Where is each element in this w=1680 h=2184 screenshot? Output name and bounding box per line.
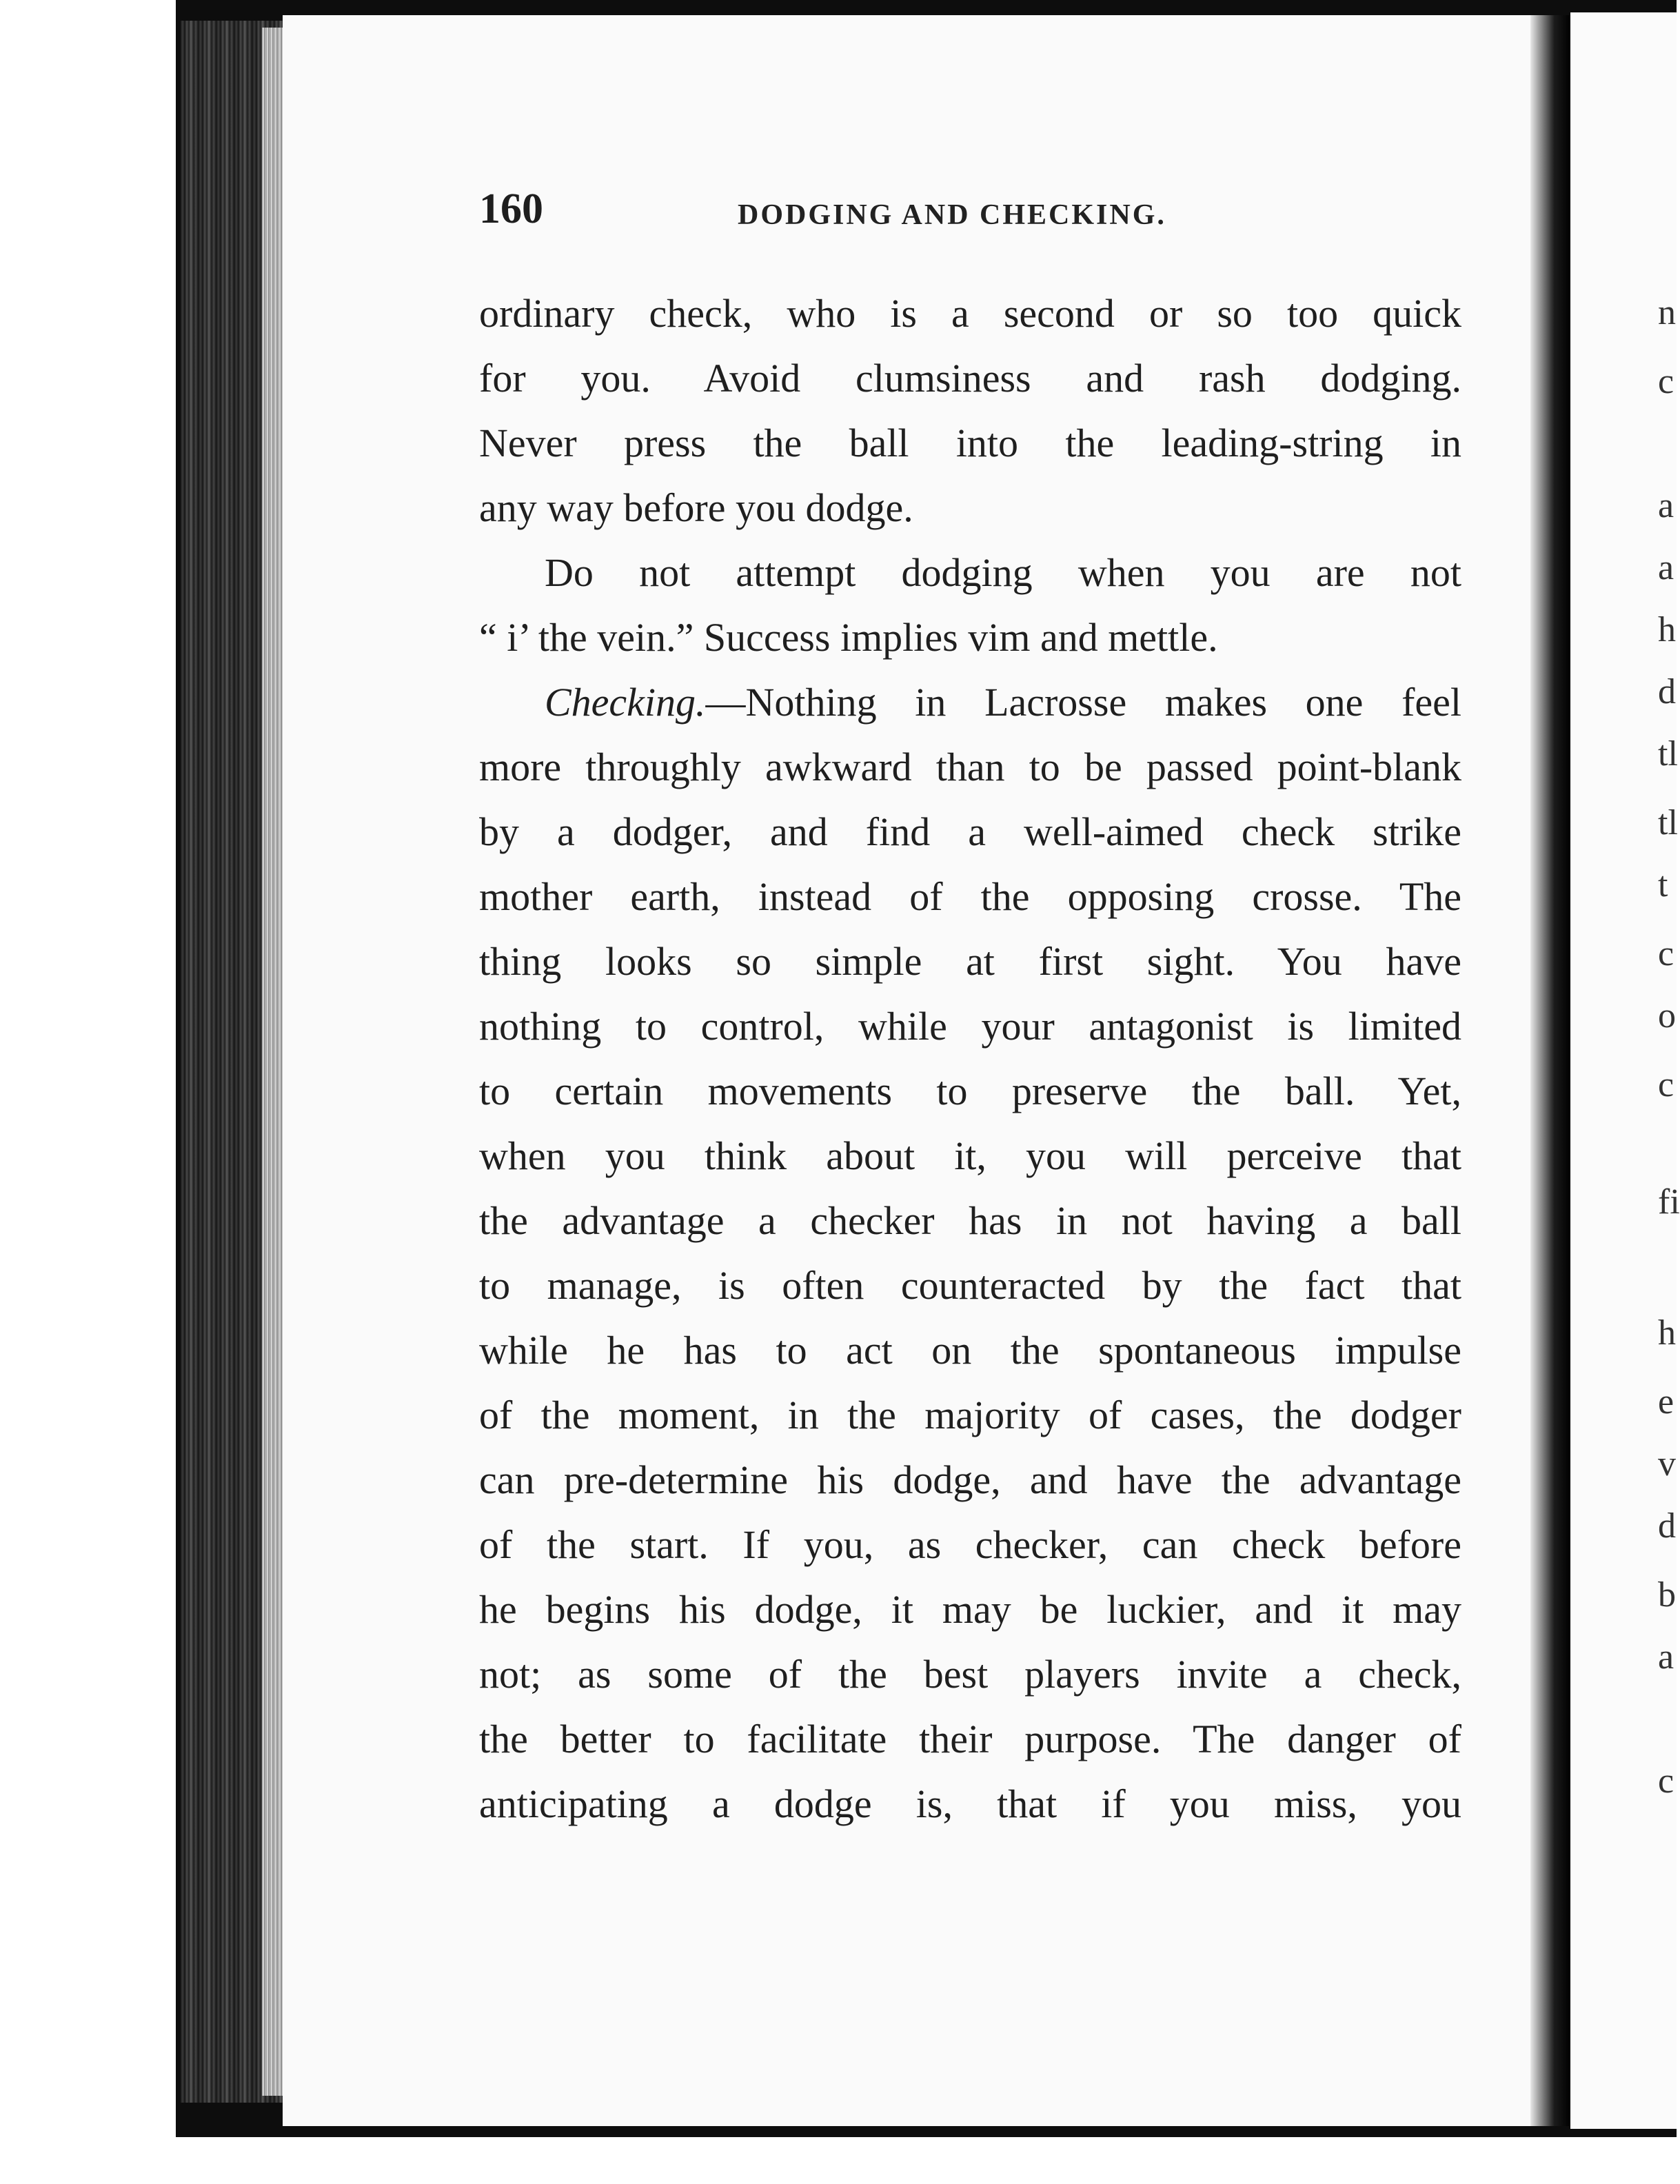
facing-page-letter: e: [1658, 1382, 1674, 1422]
text-line: by a dodger, and find a well-aimed check strike: [479, 809, 1461, 854]
facing-page-letter: c: [1658, 1065, 1674, 1104]
text-line: not; as some of the best players invite a check,: [479, 1652, 1461, 1697]
text-line: of the start. If you, as checker, can check before: [479, 1522, 1461, 1567]
text-line: more throughly awkward than to be passed point-blank: [479, 745, 1461, 789]
facing-page-letter: h: [1658, 1313, 1676, 1353]
facing-page-letter: n: [1658, 293, 1676, 332]
text-line: he begins his dodge, it may be luckier, and it may: [479, 1587, 1461, 1632]
text-line: any way before you dodge.: [479, 485, 913, 530]
facing-page-letter: a: [1658, 548, 1674, 587]
facing-page-letter: b: [1658, 1575, 1676, 1615]
text-line: —Nothing in Lacrosse makes one feel: [705, 680, 1461, 725]
text-line: anticipating a dodge is, that if you miss, you: [479, 1781, 1461, 1826]
text-line: Never press the ball into the leading-string in: [479, 421, 1461, 465]
facing-page-letter: c: [1658, 1761, 1674, 1801]
facing-page-letter: h: [1658, 610, 1676, 649]
text-line: mother earth, instead of the opposing crosse. The: [479, 874, 1461, 919]
text-line: to certain movements to preserve the ball. Yet,: [479, 1069, 1461, 1113]
page-header: [479, 185, 1458, 247]
checking-paragraph-start: [479, 670, 1461, 735]
page-number: 160: [479, 185, 543, 232]
text-line: thing looks so simple at first sight. You have: [479, 939, 1461, 984]
text-line: when you think about it, you will perceive that: [479, 1133, 1461, 1178]
text-line: the advantage a checker has in not having a ball: [479, 1198, 1461, 1243]
text-line: to manage, is often counteracted by the fact that: [479, 1263, 1461, 1308]
facing-page-letter: v: [1658, 1444, 1676, 1484]
gutter-shadow: [1530, 15, 1570, 2126]
text-line: ordinary check, who is a second or so too quick: [479, 291, 1461, 336]
facing-page-letter: c: [1658, 934, 1674, 973]
running-head: DODGING AND CHECKING.: [738, 199, 1166, 231]
facing-page-letter: a: [1658, 1637, 1674, 1677]
facing-page-letter: a: [1658, 486, 1674, 525]
facing-page-letter: d: [1658, 672, 1676, 711]
facing-page-letter: t: [1658, 865, 1668, 904]
page-edges-highlight: [262, 28, 283, 2096]
facing-page-letter: fi: [1658, 1182, 1680, 1222]
text-line: can pre-determine his dodge, and have the advantage: [479, 1457, 1461, 1502]
body-text: [479, 281, 1461, 1837]
facing-page-letter: o: [1658, 996, 1676, 1035]
facing-page-letter: tl: [1658, 734, 1678, 774]
text-line: the better to facilitate their purpose. The danger of: [479, 1717, 1461, 1761]
checking-heading: Checking.: [545, 680, 706, 725]
text-line: “ i’ the vein.” Success implies vim and mettle.: [479, 615, 1218, 660]
facing-page-letter: d: [1658, 1506, 1676, 1546]
text-line: while he has to act on the spontaneous impulse: [479, 1328, 1461, 1373]
facing-page-letter: c: [1658, 362, 1674, 401]
text-line: Do not attempt dodging when you are not: [545, 550, 1461, 595]
facing-page-letter: tl: [1658, 803, 1678, 842]
text-line: nothing to control, while your antagonist is limited: [479, 1004, 1461, 1049]
text-line: for you. Avoid clumsiness and rash dodging.: [479, 356, 1461, 401]
text-line: of the moment, in the majority of cases, the dodger: [479, 1393, 1461, 1437]
